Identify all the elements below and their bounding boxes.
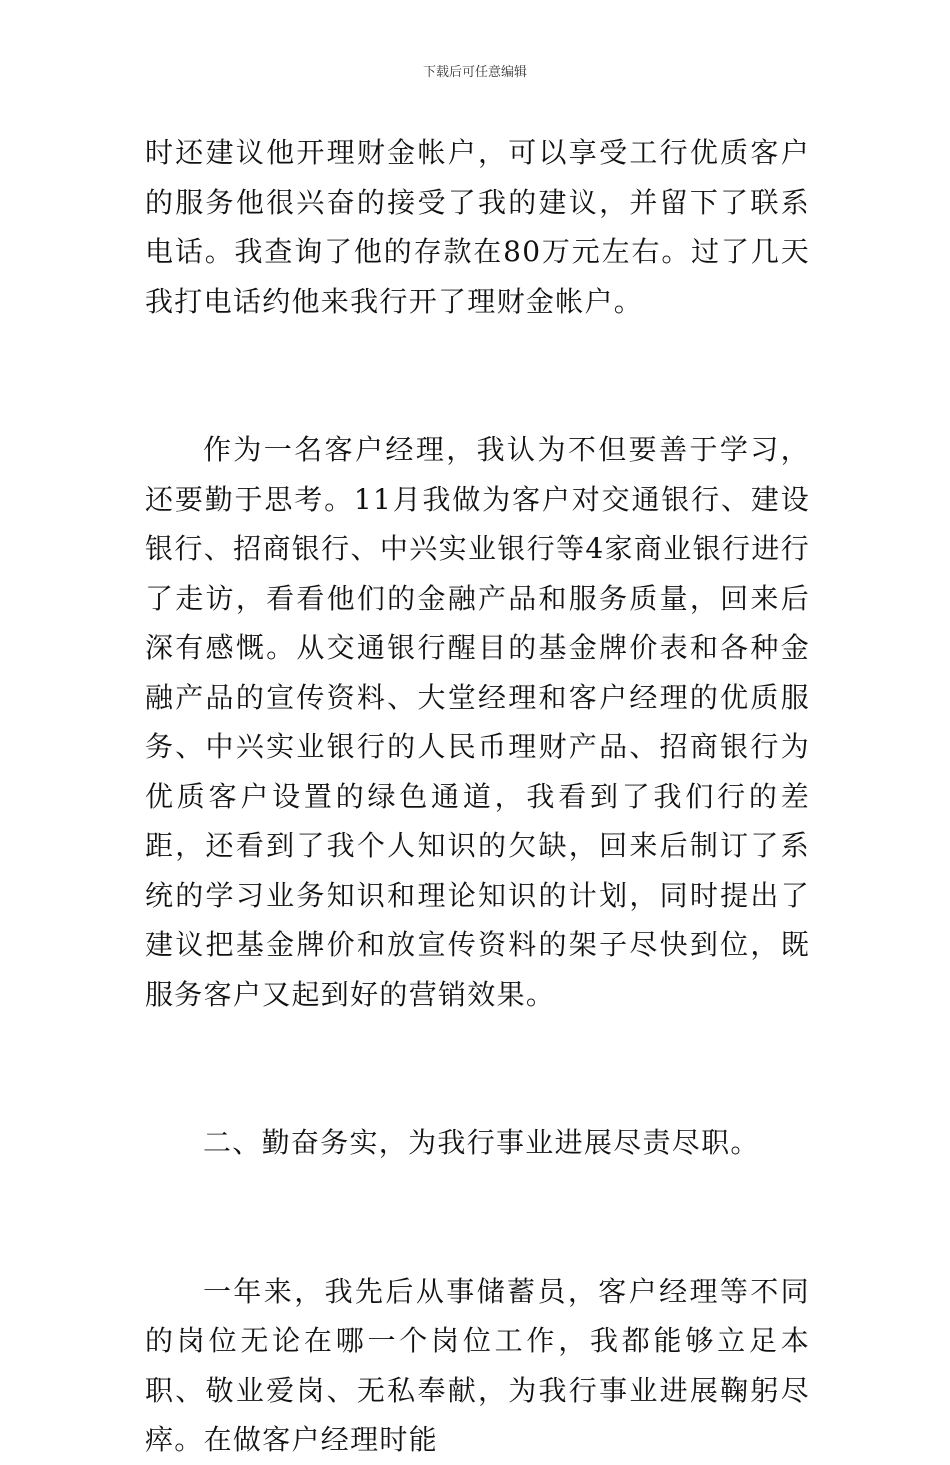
document-body xyxy=(145,128,810,1465)
paragraph-1: 时还建议他开理财金帐户，可以享受工行优质客户的服务他很兴奋的接受了我的建议，并留下了联系电话。我查询了他的存款在80万元左右。过了几天我打电话约他来我行开了理财金帐户。 xyxy=(145,136,810,318)
page-header-note: 下载后可任意编辑 xyxy=(422,65,527,80)
section-heading: 二、勤奋务实，为我行事业进展尽责尽职。 xyxy=(203,1126,760,1159)
paragraph-3: 一年来，我先后从事储蓄员，客户经理等不同的岗位无论在哪一个岗位工作，我都能够立足本职、敬业爱岗、无私奉献，为我行事业进展鞠躬尽瘁。在做客户经理时能 xyxy=(145,1274,810,1456)
paragraph-gap xyxy=(145,1019,810,1118)
paragraph-2: 作为一名客户经理，我认为不但要善于学习，还要勤于思考。11月我做为客户对交通银行、建设银行、招商银行、中兴实业银行等4家商业银行进行了走访，看看他们的金融产品和服务质量，回来后深有感慨。从交通银行醒目的基金牌价表和各种金融产品的宣传资料、大堂经理和客户经理的优质服务、中兴实业银行的人民币理财产品、招商银行为优质客户设置的绿色通道，我看到了我们行的差距，还看到了我个人知识的欠缺，回来后制订了系统的学习业务知识和理论知识的计划，同时提出了建议把基金牌价和放宣传资料的架子尽快到位，既服务客户又起到好的营销效果。 xyxy=(145,433,810,1011)
paragraph-gap xyxy=(145,1168,810,1267)
paragraph-gap xyxy=(145,326,810,425)
